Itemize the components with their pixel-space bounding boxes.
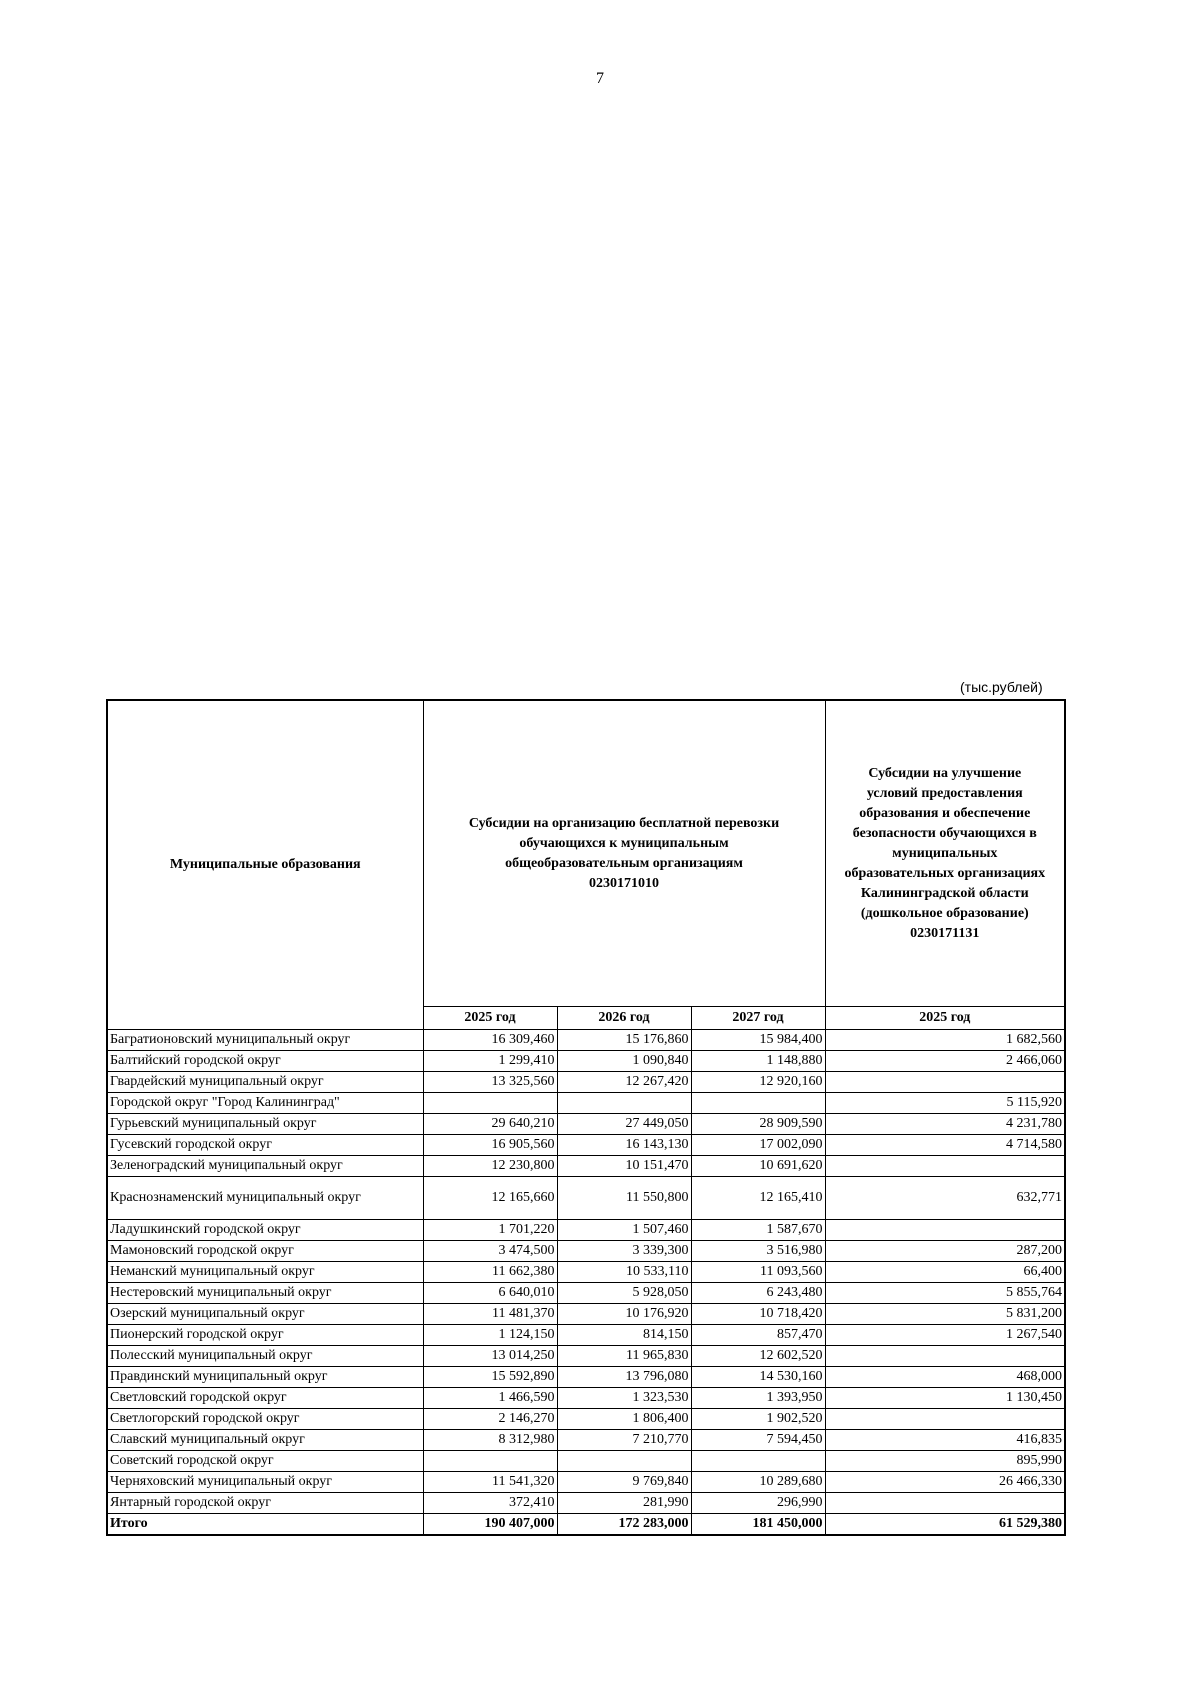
value-2027-transport: 3 516,980	[691, 1241, 825, 1262]
value-2027-transport: 11 093,560	[691, 1262, 825, 1283]
table-row	[107, 1304, 1065, 1325]
value-2025-transport: 29 640,210	[423, 1114, 557, 1135]
table-row	[107, 1262, 1065, 1283]
value-2025-safety: 5 115,920	[825, 1093, 1065, 1114]
table-row	[107, 1241, 1065, 1262]
municipality-name: Ладушкинский городской округ	[107, 1220, 423, 1241]
municipality-name: Славский муниципальный округ	[107, 1430, 423, 1451]
municipality-name: Гвардейский муниципальный округ	[107, 1072, 423, 1093]
value-2027-transport: 10 289,680	[691, 1472, 825, 1493]
value-2025-safety: 26 466,330	[825, 1472, 1065, 1493]
table-row	[107, 1367, 1065, 1388]
value-2025-safety: 5 855,764	[825, 1283, 1065, 1304]
value-2026-transport: 1 323,530	[557, 1388, 691, 1409]
header-group2-line: образовательных организациях	[844, 865, 1046, 881]
header-year: 2027 год	[691, 1007, 825, 1030]
header-group2-line: образования и обеспечение	[859, 805, 1031, 821]
municipality-name: Черняховский муниципальный округ	[107, 1472, 423, 1493]
value-2025-safety	[825, 1346, 1065, 1367]
header-year: 2025 год	[825, 1007, 1065, 1030]
value-2026-transport: 9 769,840	[557, 1472, 691, 1493]
municipality-name: Городской округ "Город Калининград"	[107, 1093, 423, 1114]
municipality-name: Полесский муниципальный округ	[107, 1346, 423, 1367]
value-2026-transport: 11 965,830	[557, 1346, 691, 1367]
table-row	[107, 1177, 1065, 1220]
table-row	[107, 1072, 1065, 1093]
value-2025-transport: 13 325,560	[423, 1072, 557, 1093]
value-2026-transport: 1 507,460	[557, 1220, 691, 1241]
municipality-name: Неманский муниципальный округ	[107, 1262, 423, 1283]
value-2025-safety	[825, 1409, 1065, 1430]
header-group2-code: 0230171131	[910, 925, 980, 941]
value-2027-transport: 1 148,880	[691, 1051, 825, 1072]
value-2027-transport: 857,470	[691, 1325, 825, 1346]
value-2027-transport: 14 530,160	[691, 1367, 825, 1388]
header-group1-line: общеобразовательным организациям	[505, 855, 743, 871]
table-row	[107, 1325, 1065, 1346]
value-2027-transport	[691, 1451, 825, 1472]
value-2026-transport: 5 928,050	[557, 1283, 691, 1304]
value-2026-transport	[557, 1093, 691, 1114]
page-number: 7	[596, 70, 604, 87]
value-2026-transport: 12 267,420	[557, 1072, 691, 1093]
value-2025-safety: 468,000	[825, 1367, 1065, 1388]
header-group2-line: безопасности обучающихся в	[852, 825, 1037, 841]
value-2027-transport: 12 165,410	[691, 1177, 825, 1220]
value-2025-safety: 632,771	[825, 1177, 1065, 1220]
total-value: 181 450,000	[691, 1514, 825, 1536]
value-2025-safety: 1 682,560	[825, 1030, 1065, 1051]
total-value: 61 529,380	[825, 1514, 1065, 1536]
municipality-name: Советский городской округ	[107, 1451, 423, 1472]
value-2025-safety	[825, 1220, 1065, 1241]
value-2025-safety: 5 831,200	[825, 1304, 1065, 1325]
value-2027-transport: 6 243,480	[691, 1283, 825, 1304]
table-row	[107, 1156, 1065, 1177]
total-row	[107, 1514, 1065, 1536]
municipality-name: Багратионовский муниципальный округ	[107, 1030, 423, 1051]
municipality-name: Светловский городской округ	[107, 1388, 423, 1409]
table-row	[107, 1283, 1065, 1304]
value-2026-transport: 10 151,470	[557, 1156, 691, 1177]
table-row	[107, 1030, 1065, 1051]
table-row	[107, 1135, 1065, 1156]
value-2027-transport	[691, 1093, 825, 1114]
total-value: 190 407,000	[423, 1514, 557, 1536]
value-2025-safety	[825, 1072, 1065, 1093]
municipality-name: Гурьевский муниципальный округ	[107, 1114, 423, 1135]
table-row	[107, 1220, 1065, 1241]
municipality-name: Янтарный городской округ	[107, 1493, 423, 1514]
value-2025-transport: 372,410	[423, 1493, 557, 1514]
header-group2-line: условий предоставления	[866, 785, 1023, 801]
value-2027-transport: 1 393,950	[691, 1388, 825, 1409]
value-2025-safety	[825, 1156, 1065, 1177]
value-2026-transport: 1 806,400	[557, 1409, 691, 1430]
municipality-name: Мамоновский городской округ	[107, 1241, 423, 1262]
value-2026-transport: 3 339,300	[557, 1241, 691, 1262]
table-row	[107, 1430, 1065, 1451]
municipality-name: Пионерский городской округ	[107, 1325, 423, 1346]
value-2026-transport: 10 533,110	[557, 1262, 691, 1283]
value-2026-transport: 10 176,920	[557, 1304, 691, 1325]
value-2026-transport: 7 210,770	[557, 1430, 691, 1451]
value-2025-transport: 1 299,410	[423, 1051, 557, 1072]
municipality-name: Балтийский городской округ	[107, 1051, 423, 1072]
table-row	[107, 1051, 1065, 1072]
header-group2-line: муниципальных	[892, 845, 998, 861]
header-transport-subsidy	[423, 700, 825, 1007]
value-2027-transport: 15 984,400	[691, 1030, 825, 1051]
value-2025-transport: 11 541,320	[423, 1472, 557, 1493]
value-2027-transport: 1 902,520	[691, 1409, 825, 1430]
value-2026-transport: 11 550,800	[557, 1177, 691, 1220]
municipality-name: Нестеровский муниципальный округ	[107, 1283, 423, 1304]
units-label: (тыс.рублей)	[960, 679, 1043, 695]
value-2025-safety: 66,400	[825, 1262, 1065, 1283]
value-2025-transport: 3 474,500	[423, 1241, 557, 1262]
value-2025-safety: 287,200	[825, 1241, 1065, 1262]
table-row	[107, 1409, 1065, 1430]
value-2027-transport: 28 909,590	[691, 1114, 825, 1135]
value-2025-safety: 2 466,060	[825, 1051, 1065, 1072]
header-group2-line: (дошкольное образование)	[860, 905, 1029, 921]
value-2026-transport: 15 176,860	[557, 1030, 691, 1051]
value-2025-safety: 1 267,540	[825, 1325, 1065, 1346]
header-group1-code: 0230171010	[589, 875, 660, 891]
value-2025-transport: 13 014,250	[423, 1346, 557, 1367]
value-2027-transport: 7 594,450	[691, 1430, 825, 1451]
value-2026-transport: 281,990	[557, 1493, 691, 1514]
header-safety-subsidy	[825, 700, 1065, 1007]
table-row	[107, 1114, 1065, 1135]
value-2025-transport	[423, 1451, 557, 1472]
header-municipalities	[107, 700, 423, 1030]
table-row	[107, 1451, 1065, 1472]
value-2025-transport: 1 466,590	[423, 1388, 557, 1409]
header-group2-line: Калининградской области	[860, 885, 1029, 901]
subsidies-table	[106, 699, 1066, 1536]
municipality-name: Гусевский городской округ	[107, 1135, 423, 1156]
value-2027-transport: 296,990	[691, 1493, 825, 1514]
value-2027-transport: 12 602,520	[691, 1346, 825, 1367]
value-2027-transport: 12 920,160	[691, 1072, 825, 1093]
value-2025-transport: 15 592,890	[423, 1367, 557, 1388]
table-row	[107, 1346, 1065, 1367]
value-2027-transport: 17 002,090	[691, 1135, 825, 1156]
header-year: 2025 год	[423, 1007, 557, 1030]
value-2026-transport: 27 449,050	[557, 1114, 691, 1135]
value-2025-safety: 416,835	[825, 1430, 1065, 1451]
value-2025-transport: 11 481,370	[423, 1304, 557, 1325]
municipality-name: Зеленоградский муниципальный округ	[107, 1156, 423, 1177]
value-2025-safety: 895,990	[825, 1451, 1065, 1472]
value-2025-safety: 1 130,450	[825, 1388, 1065, 1409]
header-municipalities-text: Муниципальные образования	[169, 857, 361, 872]
value-2026-transport: 16 143,130	[557, 1135, 691, 1156]
value-2027-transport: 10 691,620	[691, 1156, 825, 1177]
table-row	[107, 1388, 1065, 1409]
value-2025-transport: 16 309,460	[423, 1030, 557, 1051]
value-2026-transport	[557, 1451, 691, 1472]
table-row	[107, 1493, 1065, 1514]
value-2025-safety: 4 714,580	[825, 1135, 1065, 1156]
header-group2-line: Субсидии на улучшение	[868, 765, 1022, 781]
value-2027-transport: 1 587,670	[691, 1220, 825, 1241]
value-2025-safety: 4 231,780	[825, 1114, 1065, 1135]
municipality-name: Озерский муниципальный округ	[107, 1304, 423, 1325]
total-value: 172 283,000	[557, 1514, 691, 1536]
value-2025-transport: 6 640,010	[423, 1283, 557, 1304]
value-2025-transport: 11 662,380	[423, 1262, 557, 1283]
value-2025-transport	[423, 1093, 557, 1114]
header-year: 2026 год	[557, 1007, 691, 1030]
header-group1-line: Субсидии на организацию бесплатной перевозки	[468, 815, 780, 831]
value-2025-transport: 1 124,150	[423, 1325, 557, 1346]
value-2025-transport: 2 146,270	[423, 1409, 557, 1430]
value-2025-transport: 12 230,800	[423, 1156, 557, 1177]
value-2025-transport: 12 165,660	[423, 1177, 557, 1220]
value-2026-transport: 1 090,840	[557, 1051, 691, 1072]
municipality-name: Краснознаменский муниципальный округ	[107, 1177, 423, 1220]
value-2027-transport: 10 718,420	[691, 1304, 825, 1325]
header-group1-line: обучающихся к муниципальным	[519, 835, 729, 851]
value-2025-transport: 1 701,220	[423, 1220, 557, 1241]
table-body	[107, 1030, 1065, 1514]
value-2026-transport: 13 796,080	[557, 1367, 691, 1388]
total-label: Итого	[107, 1514, 423, 1536]
value-2026-transport: 814,150	[557, 1325, 691, 1346]
table-row	[107, 1093, 1065, 1114]
value-2025-transport: 8 312,980	[423, 1430, 557, 1451]
municipality-name: Правдинский муниципальный округ	[107, 1367, 423, 1388]
value-2025-transport: 16 905,560	[423, 1135, 557, 1156]
municipality-name: Светлогорский городской округ	[107, 1409, 423, 1430]
value-2025-safety	[825, 1493, 1065, 1514]
table-row	[107, 1472, 1065, 1493]
